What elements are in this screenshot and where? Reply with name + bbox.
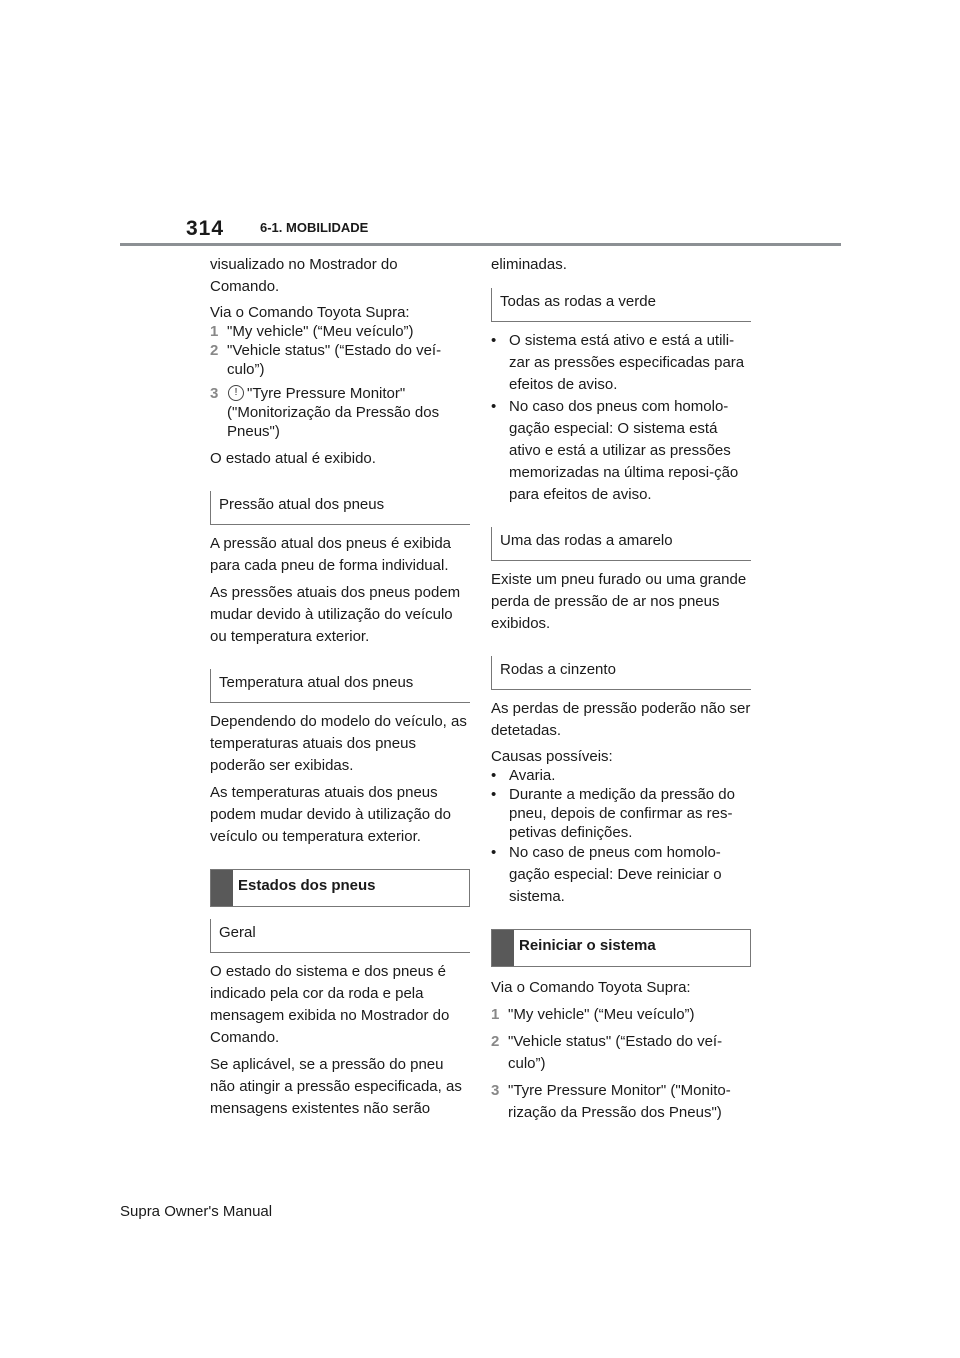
step-number: 2 [491,1033,500,1050]
step-number: 1 [491,1006,500,1023]
step-text: "Vehicle status" (“Estado do veí-culo”) [508,1033,723,1072]
intro-text: visualizado no Mostrador do Comando. [210,256,398,295]
paragraph: As perdas de pressão poderão não ser detetadas. [491,700,751,739]
subheading-general: Geral [210,919,470,953]
subheading-one-yellow: Uma das rodas a amarelo [491,527,751,561]
bullet-text: Avaria. [509,767,556,784]
step-text: "My vehicle" (“Meu veículo”) [227,323,414,340]
bullet-item: • No caso de pneus com homolo-gação especial: Deve reiniciar o sistema. [491,842,751,908]
paragraph: Dependendo do modelo do veículo, as temperaturas atuais dos pneus poderão ser exibidas. [210,713,467,775]
subheading-current-pressure: Pressão atual dos pneus [210,491,470,525]
header-rule [120,243,841,246]
paragraph: As temperaturas atuais dos pneus podem mudar devido à utilização do veículo ou temperatura exterior. [210,784,451,846]
step-item [210,341,470,379]
via-label: Via o Comando Toyota Supra: [210,304,410,321]
chapter-title: 6-1. MOBILIDADE [260,220,369,235]
right-column [491,254,751,1124]
bullet-item: • No caso dos pneus com homolo-gação especial: O sistema está ativo e está a utilizar as pressões memorizadas na última reposi-ção para efeitos de aviso. [491,396,751,506]
step-item [210,322,470,341]
bullet-item: • O sistema está ativo e está a utili-zar as pressões especificadas para efeitos de aviso. [491,330,751,396]
via-label: Via o Comando Toyota Supra: [491,979,691,996]
paragraph: Existe um pneu furado ou uma grande perda de pressão de ar nos pneus exibidos. [491,571,747,632]
step-number: 3 [210,385,219,402]
step-number: 2 [210,342,219,359]
continued-text: eliminadas. [491,256,567,273]
section-heading-reset-system [491,929,751,967]
paragraph: As pressões atuais dos pneus podem mudar devido à utilização do veículo ou temperatura exterior. [210,584,461,646]
step-item [491,1004,751,1026]
page-number: 314 [186,217,225,240]
step-item [210,384,470,441]
step-text: "Tyre Pressure Monitor" ("Monitorização da Pressão dos Pneus") [227,385,440,441]
left-column [210,254,470,1125]
causes-label: Causas possíveis: [491,748,613,765]
bullet-text: No caso de pneus com homolo-gação especial: Deve reiniciar o sistema. [509,844,722,905]
causes-block [491,747,751,842]
step-number: 1 [210,323,219,340]
status-text: O estado atual é exibido. [210,450,376,468]
footer-manual-title: Supra Owner's Manual [120,1203,273,1220]
section-marker [211,870,233,906]
bullet-item: • Durante a medição da pressão do pneu, depois de confirmar as res-petivas definições. [491,785,751,842]
subheading-all-green: Todas as rodas a verde [491,288,751,322]
paragraph: A pressão atual dos pneus é exibida para cada pneu de forma individual. [210,535,452,575]
paragraph: O estado do sistema e dos pneus é indicado pela cor da roda e pela mensagem exibida no Mostrador do Comando. [210,963,450,1047]
section-title: Reiniciar o sistema [519,937,656,954]
step-item [491,1080,751,1124]
bullet-text: O sistema está ativo e está a utili-zar as pressões especificadas para efeitos de aviso. [509,332,745,393]
step-text: "My vehicle" (“Meu veículo”) [508,1006,695,1023]
subheading-current-temperature: Temperatura atual dos pneus [210,669,470,703]
step-text: "Tyre Pressure Monitor" ("Monito-rização da Pressão dos Pneus") [508,1082,731,1121]
subheading-grey: Rodas a cinzento [491,656,751,690]
step-item [491,1031,751,1075]
section-title: Estados dos pneus [238,877,376,895]
section-marker [492,930,514,966]
bullet-text: Durante a medição da pressão do pneu, depois de confirmar as res-petivas definições. [509,786,735,841]
step-text: "Vehicle status" (“Estado do veí-culo”) [227,342,442,378]
section-heading-tyre-states [210,869,470,907]
paragraph: Se aplicável, se a pressão do pneu não atingir a pressão especificada, as mensagens existentes não serão [210,1056,462,1118]
step-number: 3 [491,1082,500,1099]
bullet-text: No caso dos pneus com homolo-gação especial: O sistema está ativo e está a utilizar as pressões memorizadas na última reposi-ção para efeitos de aviso. [509,398,739,503]
tyre-pressure-warning-icon: ! [228,385,244,401]
bullet-item: • Avaria. [491,767,556,784]
via-block [210,303,470,441]
